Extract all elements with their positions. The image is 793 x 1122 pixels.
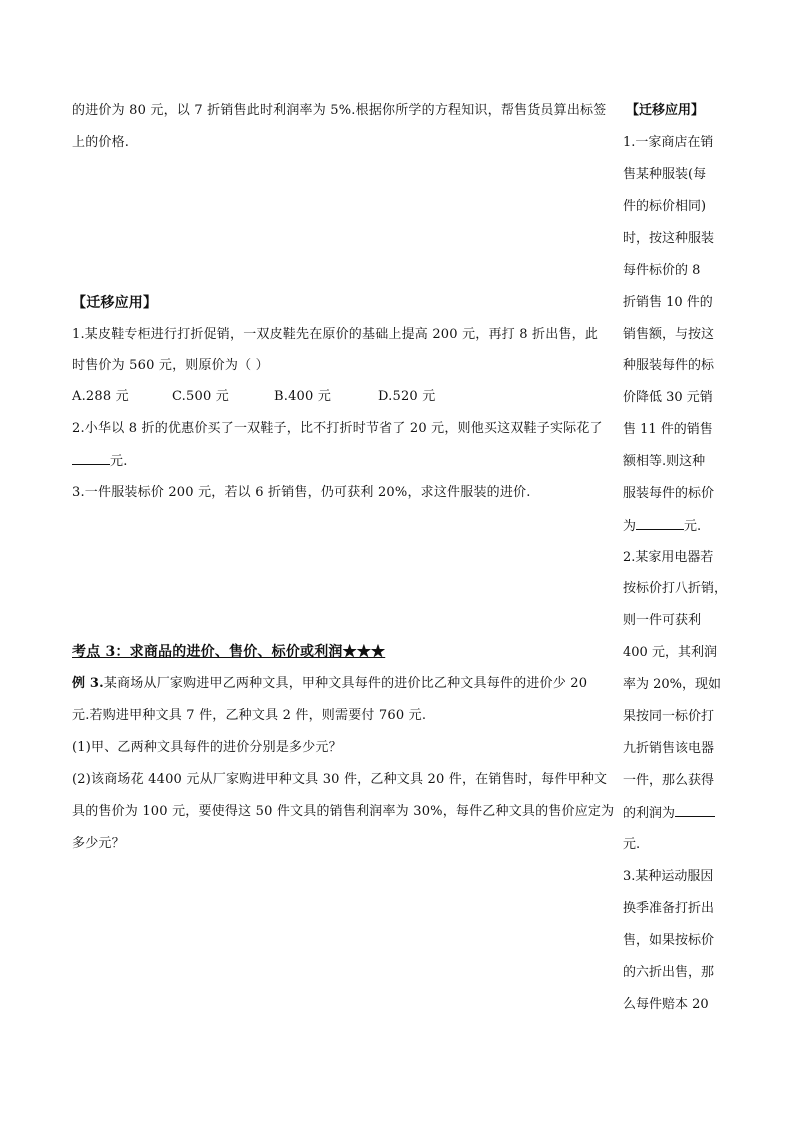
question-1-line-1: 1.某皮鞋专柜进行打折促销，一双皮鞋先在原价的基础上提高 200 元，再打 8 折出售，此 <box>72 327 599 342</box>
question-2-line-2 <box>72 452 128 471</box>
sidebar-line-blank-1 <box>623 517 743 536</box>
answer-blank <box>636 517 684 530</box>
sidebar-text: 的利润为 <box>623 806 676 821</box>
sidebar-line: 服装每件的标价 <box>623 486 715 501</box>
example-3-text: 某商场从厂家购进甲乙两种文具，甲种文具每件的进价比乙种文具每件的进价少 20 <box>103 676 588 691</box>
question-1-line-2: 时售价为 560 元，则原价为（ ） <box>72 358 269 373</box>
sidebar-line: 九折销售该电器 <box>623 741 715 756</box>
sidebar-line: 价降低 30 元销 <box>623 390 713 405</box>
sidebar-line: 额相等.则这种 <box>623 454 706 469</box>
question-2-line-1: 2.小华以 8 折的优惠价买了一双鞋子，比不打折时节省了 20 元，则他买这双鞋子实际花了 <box>72 421 603 436</box>
sidebar-line: 2.某家用电器若 <box>623 550 714 565</box>
example-3-sub-2-line-2: 具的售价为 100 元，要使得这 50 件文具的销售利润率为 30%，每件乙种文具的售价应定为 <box>72 804 615 819</box>
example-3-sub-1: (1)甲、乙两种文具每件的进价分别是多少元？ <box>72 740 342 755</box>
sidebar-line: 售，如果按标价 <box>623 933 715 948</box>
sidebar-line: 折销售 10 件的 <box>623 295 713 310</box>
sidebar-text: 元. <box>684 519 702 534</box>
sidebar-line: 种服装每件的标 <box>623 358 715 373</box>
answer-blank <box>675 804 715 817</box>
question-2-suffix: 元. <box>110 454 128 469</box>
sidebar-line: 果按同一标价打 <box>623 709 715 724</box>
sidebar-line: 么每件赔本 20 <box>623 997 709 1012</box>
example-3-line-1 <box>72 675 587 693</box>
intro-line-1: 的进价为 80 元，以 7 折销售此时利润率为 5%.根据你所学的方程知识，帮售货员算出标签 <box>72 103 607 118</box>
question-3-line-1: 3.一件服装标价 200 元，若以 6 折销售，仍可获利 20%，求这件服装的进价. <box>72 485 531 500</box>
sidebar-line: 率为 20%，现如 <box>623 677 722 692</box>
kaodian-3-title: 考点 3：求商品的进价、售价、标价或利润★★★ <box>72 644 386 660</box>
sidebar-line: 时，按这种服装 <box>623 231 715 246</box>
sidebar-line: 售某种服装(每 <box>623 167 707 182</box>
sidebar-line-blank-2 <box>623 804 743 823</box>
intro-line-2: 上的价格. <box>72 135 130 150</box>
example-3-line-2: 元.若购进甲种文具 7 件，乙种文具 2 件，则需要付 760 元. <box>72 708 427 723</box>
example-3-sub-2-line-3: 多少元？ <box>72 836 125 851</box>
sidebar-line: 的六折出售，那 <box>623 965 715 980</box>
sidebar-line: 每件标价的 8 <box>623 263 701 278</box>
sidebar-line: 按标价打八折销， <box>623 581 728 596</box>
sidebar-line: 换季准备打折出 <box>623 901 715 916</box>
sidebar-heading: 【迁移应用】 <box>626 103 705 118</box>
sidebar-line: 400 元，其利润 <box>623 645 717 660</box>
sidebar-line: 销售额，与按这 <box>623 327 715 342</box>
sidebar-line: 元. <box>623 837 641 852</box>
option-b: B.400 元 <box>274 389 332 404</box>
sidebar-line: 3.某种运动服因 <box>623 869 714 884</box>
example-3-label: 例 3. <box>72 676 104 691</box>
sidebar-text: 为 <box>623 519 637 534</box>
section-heading-transfer-application: 【迁移应用】 <box>72 295 158 311</box>
sidebar-line: 则一件可获利 <box>623 613 702 628</box>
sidebar-line: 件的标价相同) <box>623 199 707 214</box>
answer-blank <box>72 452 110 465</box>
option-a: A.288 元 <box>72 389 129 404</box>
question-1-options <box>72 388 435 406</box>
option-d: D.520 元 <box>378 389 436 404</box>
option-c: C.500 元 <box>172 389 229 404</box>
sidebar-line: 1.一家商店在销 <box>623 135 714 150</box>
example-3-sub-2-line-1: (2)该商场花 4400 元从厂家购进甲种文具 30 件，乙种文具 20 件，在销售时，每件甲种文 <box>72 772 608 787</box>
sidebar-line: 一件，那么获得 <box>623 773 715 788</box>
sidebar-line: 售 11 件的销售 <box>623 422 713 437</box>
